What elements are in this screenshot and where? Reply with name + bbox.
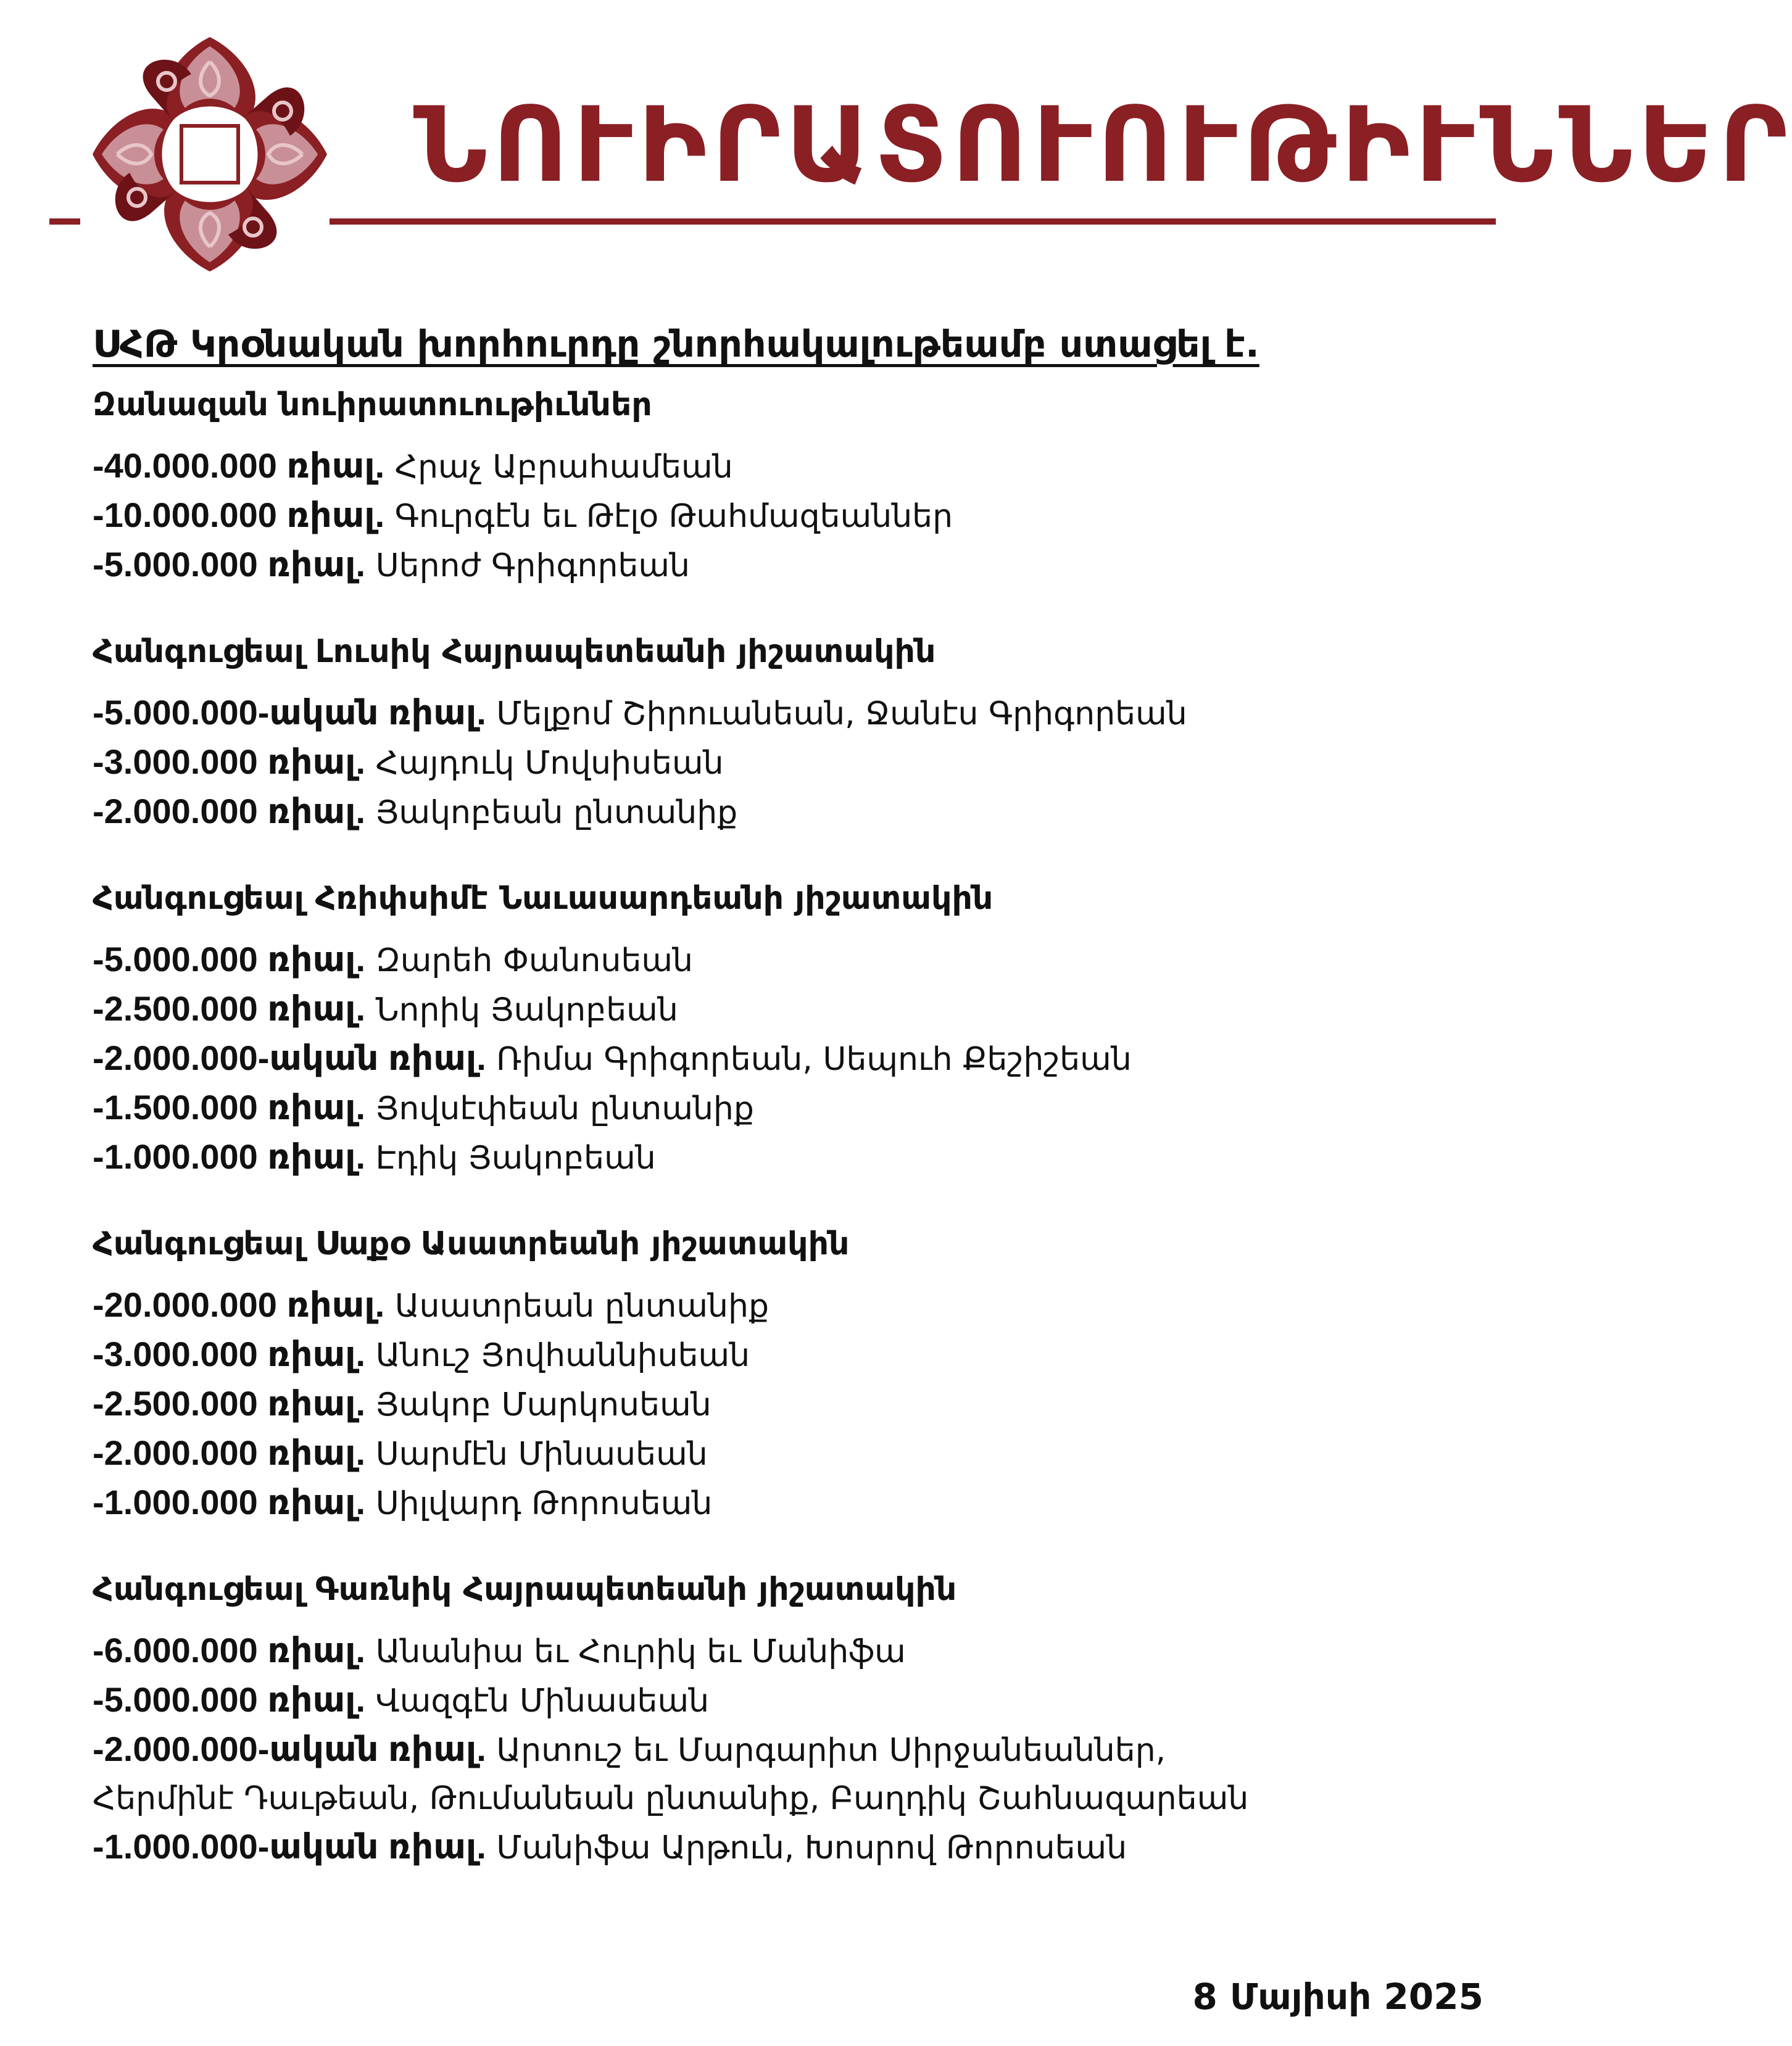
donor-names: Անուշ Յովհաննիսեան	[375, 1337, 750, 1374]
donation-entry	[93, 787, 1462, 837]
donation-amount: -2.000.000-ական ռիալ.	[93, 1729, 486, 1768]
donation-section	[93, 1566, 1462, 1872]
donor-names: Սերոժ Գրիգորեան	[375, 547, 691, 584]
section-title: Հանգուցեալ Սաքօ Ասատրեանի յիշատակին	[93, 1225, 850, 1262]
donation-entry	[93, 540, 1462, 590]
donation-amount: -3.000.000 ռիալ.	[93, 742, 366, 781]
donation-entry	[93, 738, 1462, 787]
donor-names: Վազգէն Մինասեան	[375, 1683, 710, 1720]
donor-names: Հայդուկ Մովսիսեան	[375, 745, 724, 782]
donor-names: Յակոբեան ընտանիք	[375, 794, 738, 831]
donor-names: Նորիկ Յակոբեան	[375, 992, 678, 1029]
page-headline: ՍՀԹ Կրօնական խորհուրդը շնորհակալութեամբ ստացել է.	[93, 323, 1259, 366]
donation-amount: -6.000.000 ռիալ.	[93, 1631, 366, 1670]
donation-amount: -5.000.000-ական ռիալ.	[93, 693, 486, 732]
donation-entry	[93, 1823, 1462, 1872]
section-title: Հանգուցեալ Գառնիկ Հայրապետեանի յիշատակին	[93, 1571, 957, 1608]
donation-entry	[93, 1725, 1462, 1823]
logo-title: ՆՈՒԻՐԱՏՈՒՈՒԹԻՒՆՆԵՐ	[413, 85, 1792, 205]
donor-names: Մելքոմ Շիրուանեան, Ջանէս Գրիգորեան	[496, 695, 1187, 732]
donation-entry	[93, 1676, 1462, 1725]
donation-entry	[93, 1478, 1462, 1528]
donation-section	[93, 628, 1462, 837]
donation-entry	[93, 1083, 1462, 1133]
donor-names: Գուրգէն եւ Թէլօ Թահմազեաններ	[394, 498, 953, 535]
donation-entry	[93, 1626, 1462, 1676]
donation-entry	[93, 1429, 1462, 1478]
donor-names: Ռիմա Գրիգորեան, Սեպուհ Քեշիշեան	[496, 1041, 1132, 1078]
donation-entry	[93, 1034, 1462, 1083]
donation-amount: -2.500.000 ռիալ.	[93, 989, 366, 1028]
donor-names: Յովսէփեան ընտանիք	[375, 1090, 754, 1127]
donation-amount: -1.000.000 ռիալ.	[93, 1137, 366, 1176]
donation-amount: -3.000.000 ռիալ.	[93, 1335, 366, 1373]
donation-section	[93, 1220, 1462, 1528]
donation-amount: -1.000.000 ռիալ.	[93, 1483, 366, 1522]
donation-entry	[93, 985, 1462, 1034]
donor-names: Մանիֆա Արթուն, Խոսրով Թորոսեան	[496, 1829, 1127, 1866]
donor-names: Սարմէն Մինասեան	[375, 1436, 708, 1473]
donation-amount: -1.000.000-ական ռիալ.	[93, 1827, 486, 1866]
donation-entry	[93, 689, 1462, 738]
donation-amount: -2.000.000-ական ռիալ.	[93, 1038, 486, 1077]
donation-amount: -20.000.000 ռիալ.	[93, 1285, 385, 1324]
donation-amount: -5.000.000 ռիալ.	[93, 1680, 366, 1719]
donor-names: Յակոբ Մարկոսեան	[375, 1386, 711, 1423]
donation-entry	[93, 1330, 1462, 1380]
donor-names-continuation: Հերմինէ Դաւթեան, Թումանեան ընտանիք, Բաղդիկ Շահնազարեան	[93, 1780, 1249, 1817]
donations-content	[93, 318, 1462, 1910]
ornament-logo-icon	[86, 28, 333, 281]
donor-names: Անանիա եւ Հուրիկ եւ Մանիֆա	[375, 1633, 906, 1670]
donor-names: Սիլվարդ Թորոսեան	[375, 1485, 713, 1522]
donor-names: Հրաչ Աբրահամեան	[394, 449, 733, 486]
donation-entry	[93, 442, 1462, 491]
donor-names: Ասատրեան ընտանիք	[394, 1288, 769, 1325]
donor-names: Էդիկ Յակոբեան	[375, 1140, 656, 1177]
donation-amount: -1.500.000 ռիալ.	[93, 1088, 366, 1127]
donation-amount: -2.500.000 ռիալ.	[93, 1384, 366, 1423]
publication-date: 8 Մայիսի 2025	[1192, 1976, 1483, 2018]
donation-entry	[93, 1380, 1462, 1429]
donation-amount: -2.000.000 ռիալ.	[93, 792, 366, 830]
donation-amount: -40.000.000 ռիալ.	[93, 446, 385, 485]
donor-names: Արտուշ եւ Մարգարիտ Սիրջանեաններ,	[496, 1732, 1166, 1769]
header-rule-right	[330, 218, 1496, 225]
section-title: Հանգուցեալ Հռիփսիմէ Նաւասարդեանի յիշատակին	[93, 880, 993, 917]
donation-section	[93, 381, 1462, 590]
donation-section	[93, 875, 1462, 1182]
donation-amount: -2.000.000 ռիալ.	[93, 1433, 366, 1472]
donation-entry	[93, 491, 1462, 540]
donation-entry	[93, 935, 1462, 985]
donation-amount: -5.000.000 ռիալ.	[93, 940, 366, 979]
donation-amount: -5.000.000 ռիալ.	[93, 545, 366, 584]
section-title: Զանազան նուիրատուութիւններ	[93, 386, 652, 423]
header-rule-left	[49, 218, 80, 225]
header	[0, 0, 1792, 290]
section-title: Հանգուցեալ Լուսիկ Հայրապետեանի յիշատակին	[93, 633, 936, 670]
donation-entry	[93, 1133, 1462, 1182]
donation-amount: -10.000.000 ռիալ.	[93, 495, 385, 534]
donor-names: Զարեհ Փանոսեան	[375, 942, 694, 979]
donation-entry	[93, 1281, 1462, 1330]
